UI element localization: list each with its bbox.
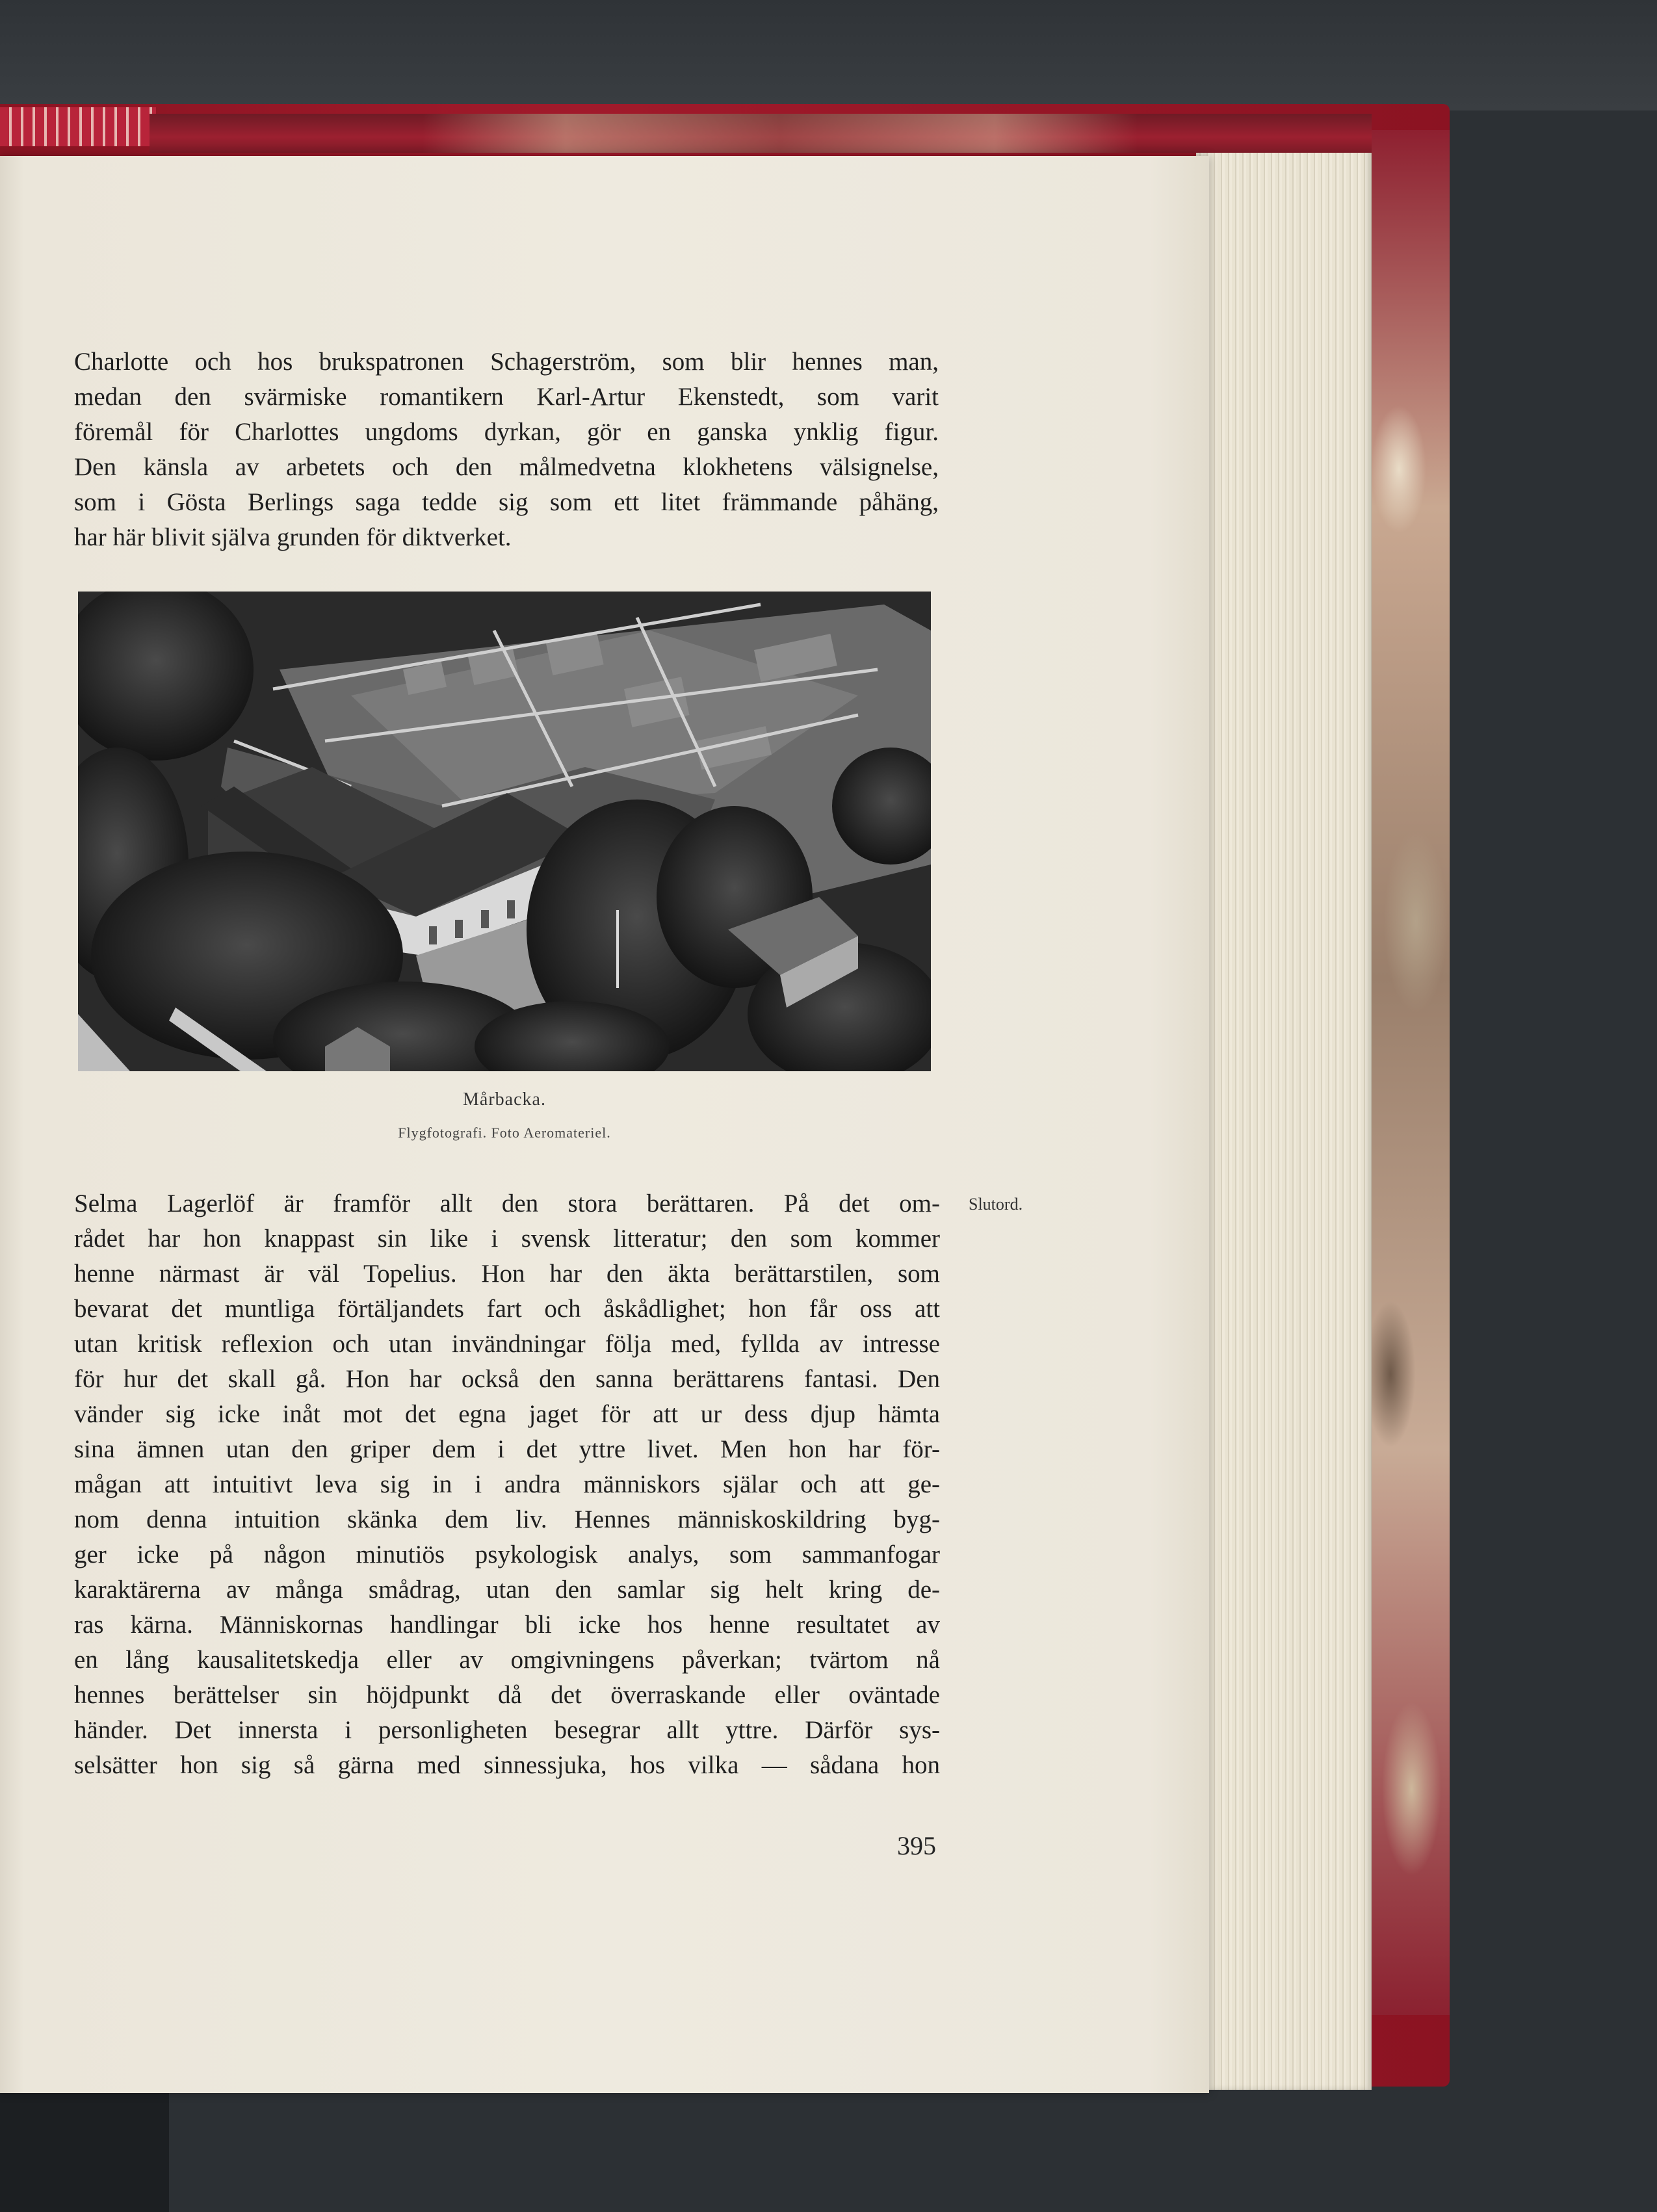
book-top-edge bbox=[150, 114, 1372, 153]
aerial-photo-image bbox=[78, 592, 931, 1071]
text-line: nom denna intuition skänka dem liv. Hennes människoskildring byg- bbox=[74, 1505, 940, 1533]
text-line: Selma Lagerlöf är framför allt den stora berättaren. På det om- bbox=[74, 1190, 940, 1217]
text-line: mågan att intuitivt leva sig in i andra människors själar och att ge- bbox=[74, 1470, 940, 1498]
text-line: ras kärna. Människornas handlingar bli icke hos henne resultatet av bbox=[74, 1611, 940, 1639]
figure-caption-credit: Flygfotografi. Foto Aeromateriel. bbox=[398, 1125, 611, 1141]
text-line: vänder sig icke inåt mot det egna jaget för att ur dess djup hämta bbox=[74, 1400, 940, 1428]
text-line: utan kritisk reflexion och utan invändningar följa med, fyllda av intresse bbox=[74, 1330, 940, 1358]
text-line: ger icke på någon minutiös psykologisk analys, som sammanfogar bbox=[74, 1541, 940, 1568]
text-line: hennes berättelser sin höjdpunkt då det överraskande eller oväntade bbox=[74, 1681, 940, 1709]
text-line: medan den svärmiske romantikern Karl-Artur Ekenstedt, som varit bbox=[74, 383, 939, 411]
text-line: Charlotte och hos brukspatronen Schagerström, som blir hennes man, bbox=[74, 348, 939, 376]
text-line: bevarat det muntliga förtäljandets fart och åskådlighet; hon får oss att bbox=[74, 1295, 940, 1323]
marbled-edge bbox=[1365, 130, 1450, 2015]
text-line: som i Gösta Berlings saga tedde sig som ett litet främmande påhäng, bbox=[74, 488, 939, 516]
text-line: selsätter hon sig så gärna med sinnessjuka, hos vilka — sådana hon bbox=[74, 1751, 940, 1779]
page-edges bbox=[1196, 146, 1372, 2090]
text-line: händer. Det innersta i personligheten besegrar allt yttre. Därför sys- bbox=[74, 1716, 940, 1744]
text-line: har här blivit själva grunden för diktverket. bbox=[74, 523, 512, 551]
page-number: 395 bbox=[897, 1831, 936, 1860]
background-top bbox=[0, 0, 1657, 111]
text-line: för hur det skall gå. Hon har också den sanna berättarens fantasi. Den bbox=[74, 1365, 940, 1393]
text-line: en lång kausalitetskedja eller av omgivningens påverkan; tvärtom nå bbox=[74, 1646, 940, 1674]
text-line: föremål för Charlottes ungdoms dyrkan, gör en ganska ynklig figur. bbox=[74, 418, 939, 446]
paragraph-top bbox=[74, 345, 939, 555]
cover-headband bbox=[0, 107, 156, 146]
text-line: henne närmast är väl Topelius. Hon har den äkta berättarstilen, som bbox=[74, 1260, 940, 1288]
paragraph-main bbox=[74, 1186, 940, 1783]
text-line: sina ämnen utan den griper dem i det yttre livet. Men hon har för- bbox=[74, 1435, 940, 1463]
text-line: Den känsla av arbetets och den målmedvetna klokhetens välsignelse, bbox=[74, 453, 939, 481]
figure-caption-title: Mårbacka. bbox=[463, 1089, 546, 1110]
margin-note: Slutord. bbox=[969, 1195, 1023, 1214]
aerial-photo bbox=[78, 592, 931, 1071]
text-line: karaktärerna av många smådrag, utan den samlar sig helt kring de- bbox=[74, 1576, 940, 1604]
text-line: rådet har hon knappast sin like i svensk litteratur; den som kommer bbox=[74, 1225, 940, 1253]
